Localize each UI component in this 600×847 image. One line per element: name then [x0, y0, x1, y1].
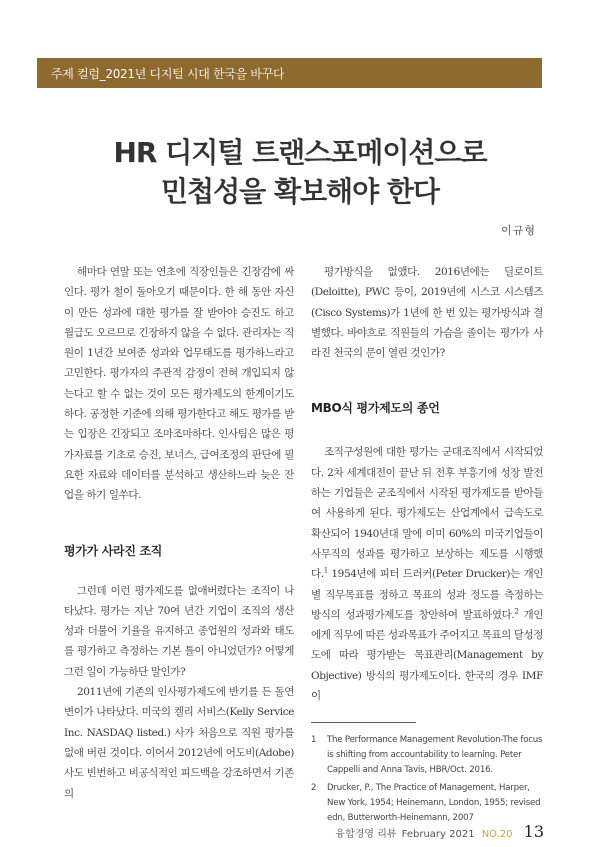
- issue-month: February 2021: [401, 829, 475, 840]
- article-title-line1: HR 디지털 트랜스포메이션으로: [113, 136, 487, 169]
- footnote-number: 2: [311, 783, 317, 794]
- paragraph: 평가방식을 없앴다. 2016년에는 딜로이트(Deloitte), PWC 등이, 2019년에 시스코 시스템즈(Cisco Systems)가 1년에 한 번 있는 평가방식과 결별했다. 바야흐로 직원들의 가슴을 졸이는 평가가 사라진 천국의 문이 열린 것인가?: [311, 266, 543, 360]
- footnote-text: The Performance Management Revolution-The focus is shifting from accountability to learning. Peter Cappelli and Anna Tavis, HBR/Oct. 2016.: [327, 735, 543, 776]
- footnote-text: Drucker, P., The Practice of Management, Harper, New York, 1954; Heinemann, London, 1955; revised edn, Butterworth-Heinemann, 2007: [327, 783, 541, 824]
- footnote: [311, 733, 543, 778]
- footnote: [311, 781, 543, 826]
- column-category: 주제 컬럼_2021년 디지털 시대 한국을 바꾸다: [51, 67, 285, 81]
- paragraph: [311, 442, 543, 706]
- paragraph-text: 1954년에 피터 드러커(Peter Drucker)는 개인별 직무목표를 정하고 목표의 성과 정도를 측정하는 방식의 성과평가제도를 창안하여 발표하였다.: [311, 568, 543, 621]
- page-footer: [335, 822, 544, 841]
- article-title-line2: 민첩성을 확보해야 한다: [161, 175, 439, 208]
- issue-number: NO.20: [481, 829, 513, 840]
- section-heading: MBO식 평가제도의 종언: [311, 401, 440, 416]
- paragraph: 2011년에 기존의 인사평가제도에 반기를 든 돌연변이가 나타났다. 미국의 켈리 서비스(Kelly Service Inc. NASDAQ listed.) 사가 처음으로 직원 평가를 없애 버린 것이다. 이어서 2012년에 어도비(Adobe)사도 빈번하고 비공식적인 피드백을 강조하면서 기존의: [64, 686, 294, 800]
- right-column: [311, 262, 543, 829]
- footnote-number: 1: [311, 735, 317, 746]
- paragraph: 해마다 연말 또는 연초에 직장인들은 긴장감에 싸인다. 평가 철이 돌아오기 때문이다. 한 해 동안 자신이 만든 성과에 대한 평가를 잘 받아야 승진도 하고 월급도 오르므로 긴장하지 않을 수 없다. 관리자는 직원이 1년간 보여준 성과와 업무태도를 평가하느라고 고민한다. 평가자의 주관적 감정이 전혀 개입되지 않는다고 할 수 없는 것이 모든 평가제도의 한계이기도 하다. 공정한 기준에 의해 평가한다고 해도 평가를 받는 입장은 긴장되고 조마조마하다. 인사팀은 많은 평가자료를 기초로 승진, 보너스, 급여조정의 판단에 필요한 자료와 데이터를 분석하고 생산하느라 늦은 잔업을 하기 일쑤다.: [64, 266, 294, 502]
- magazine-name: 융합경영 리뷰: [335, 829, 397, 840]
- section-heading: 평가가 사라진 조직: [64, 543, 163, 558]
- footnote-divider: [311, 722, 416, 723]
- paragraph: 그런데 이런 평가제도를 없애버렸다는 조직이 나타났다. 평가는 지난 70여 년간 기업이 조직의 생산성과 더불어 기율을 유지하고 종업원의 성과와 태도를 평가하고 측정하는 기본 틀이 아니었던가? 어떻게 그런 일이 가능하단 말인가?: [64, 584, 294, 678]
- footnote-ref: 1: [323, 566, 328, 575]
- page-number: 13: [523, 822, 544, 841]
- paragraph-text: 조직구성원에 대한 평가는 군대조직에서 시작되었다. 2차 세계대전이 끝난 뒤 전후 부흥기에 성장 발전하는 기업들은 군조직에서 시작된 평가제도를 받아들여 사용하게 된다. 평가제도는 산업계에서 급속도로 확산되어 1940년대 말에 이미 60%의 미국기업들이 사무직의 성과를 평가하고 보상하는 제도를 시행했다.: [311, 446, 543, 581]
- footnote-ref: 2: [514, 607, 519, 616]
- column-banner: [37, 58, 542, 88]
- paragraph-text: 개인에게 직무에 따른 성과목표가 주어지고 목표의 달성정도에 따라 평가받는 목표관리(Management by Objective) 방식의 평가제도이다. 한국의 경우 IMF 이: [311, 608, 543, 703]
- left-column: [64, 262, 294, 804]
- author-name: 이규형: [501, 224, 536, 237]
